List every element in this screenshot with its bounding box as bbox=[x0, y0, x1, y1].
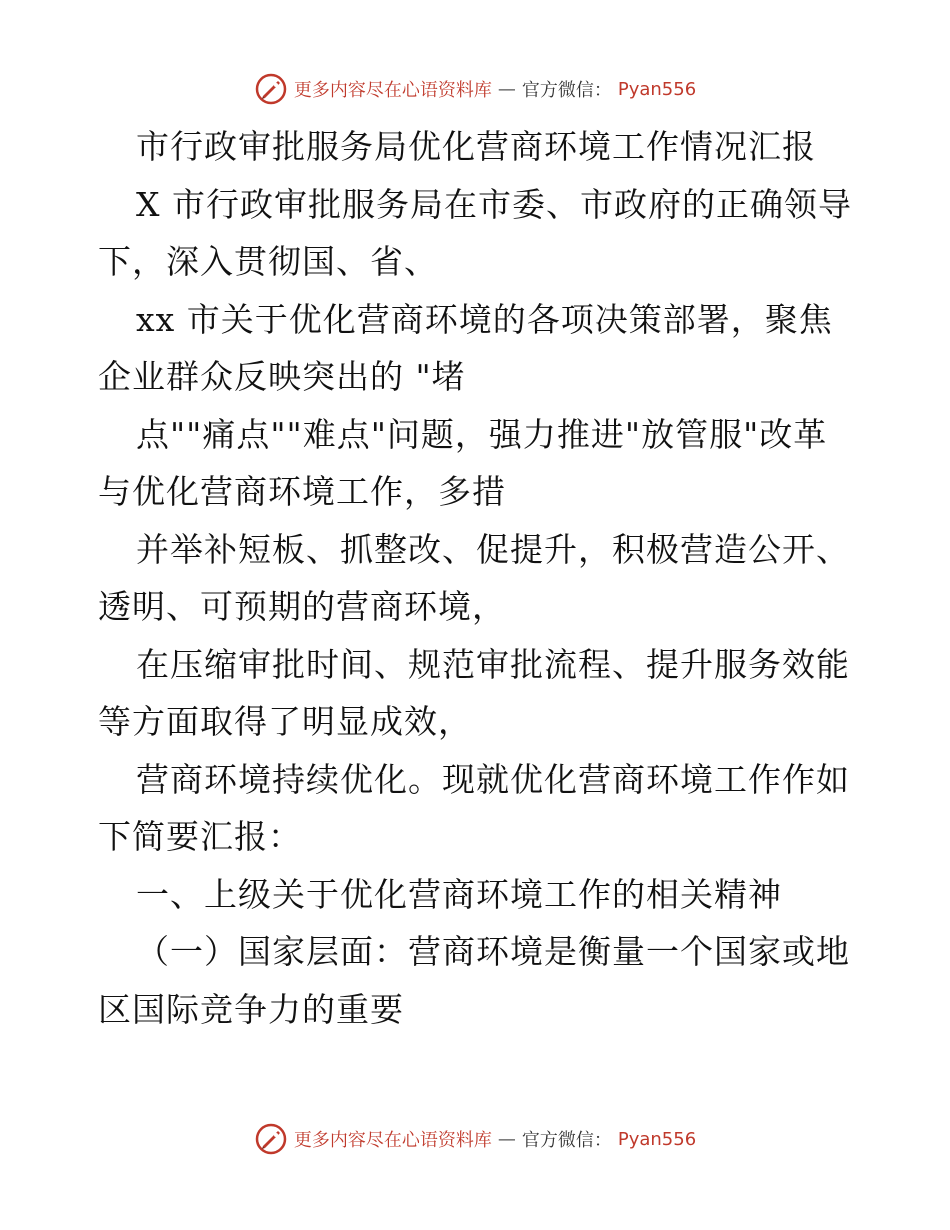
document-line: 与优化营商环境工作，多措 bbox=[98, 472, 506, 511]
watermark-brand-text: 更多内容尽在心语资料库 bbox=[293, 1130, 492, 1151]
document-line: 点""痛点""难点"问题，强力推进"放管服"改革 bbox=[136, 414, 828, 454]
watermark-wechat-label: 官方微信： bbox=[521, 1130, 612, 1151]
brand-logo-icon bbox=[254, 72, 288, 106]
document-line: X 市行政审批服务局在市委、市政府的正确领导 bbox=[136, 184, 852, 224]
document-line: xx 市关于优化营商环境的各项决策部署，聚焦 bbox=[136, 299, 833, 339]
document-line: 并举补短板、抓整改、促提升，积极营造公开、 bbox=[136, 529, 850, 569]
document-line: 一、上级关于优化营商环境工作的相关精神 bbox=[136, 874, 782, 914]
watermark-wechat-id: Pyan556 bbox=[617, 1128, 697, 1150]
document-line: 下简要汇报： bbox=[98, 817, 302, 856]
watermark-wechat-label: 官方微信： bbox=[521, 80, 612, 101]
document-body bbox=[98, 118, 858, 1038]
watermark-separator: — bbox=[497, 1128, 516, 1150]
document-line: 企业群众反映突出的 "堵 bbox=[98, 357, 466, 396]
header-watermark bbox=[0, 72, 950, 106]
watermark-separator: — bbox=[497, 78, 516, 100]
document-line: 在压缩审批时间、规范审批流程、提升服务效能 bbox=[136, 644, 850, 684]
document-line: 营商环境持续优化。现就优化营商环境工作作如 bbox=[136, 759, 850, 799]
brand-logo-icon bbox=[254, 1122, 288, 1156]
document-line: 透明、可预期的营商环境， bbox=[98, 587, 506, 626]
document-line: （一）国家层面：营商环境是衡量一个国家或地 bbox=[136, 932, 850, 971]
document-line: 市行政审批服务局优化营商环境工作情况汇报 bbox=[136, 127, 816, 166]
document-line: 等方面取得了明显成效， bbox=[98, 702, 472, 741]
document-line: 下，深入贯彻国、省、 bbox=[98, 242, 438, 281]
watermark-wechat-id: Pyan556 bbox=[617, 78, 697, 100]
footer-watermark bbox=[0, 1122, 950, 1156]
watermark-brand-text: 更多内容尽在心语资料库 bbox=[293, 80, 492, 101]
document-line: 区国际竞争力的重要 bbox=[98, 989, 404, 1029]
